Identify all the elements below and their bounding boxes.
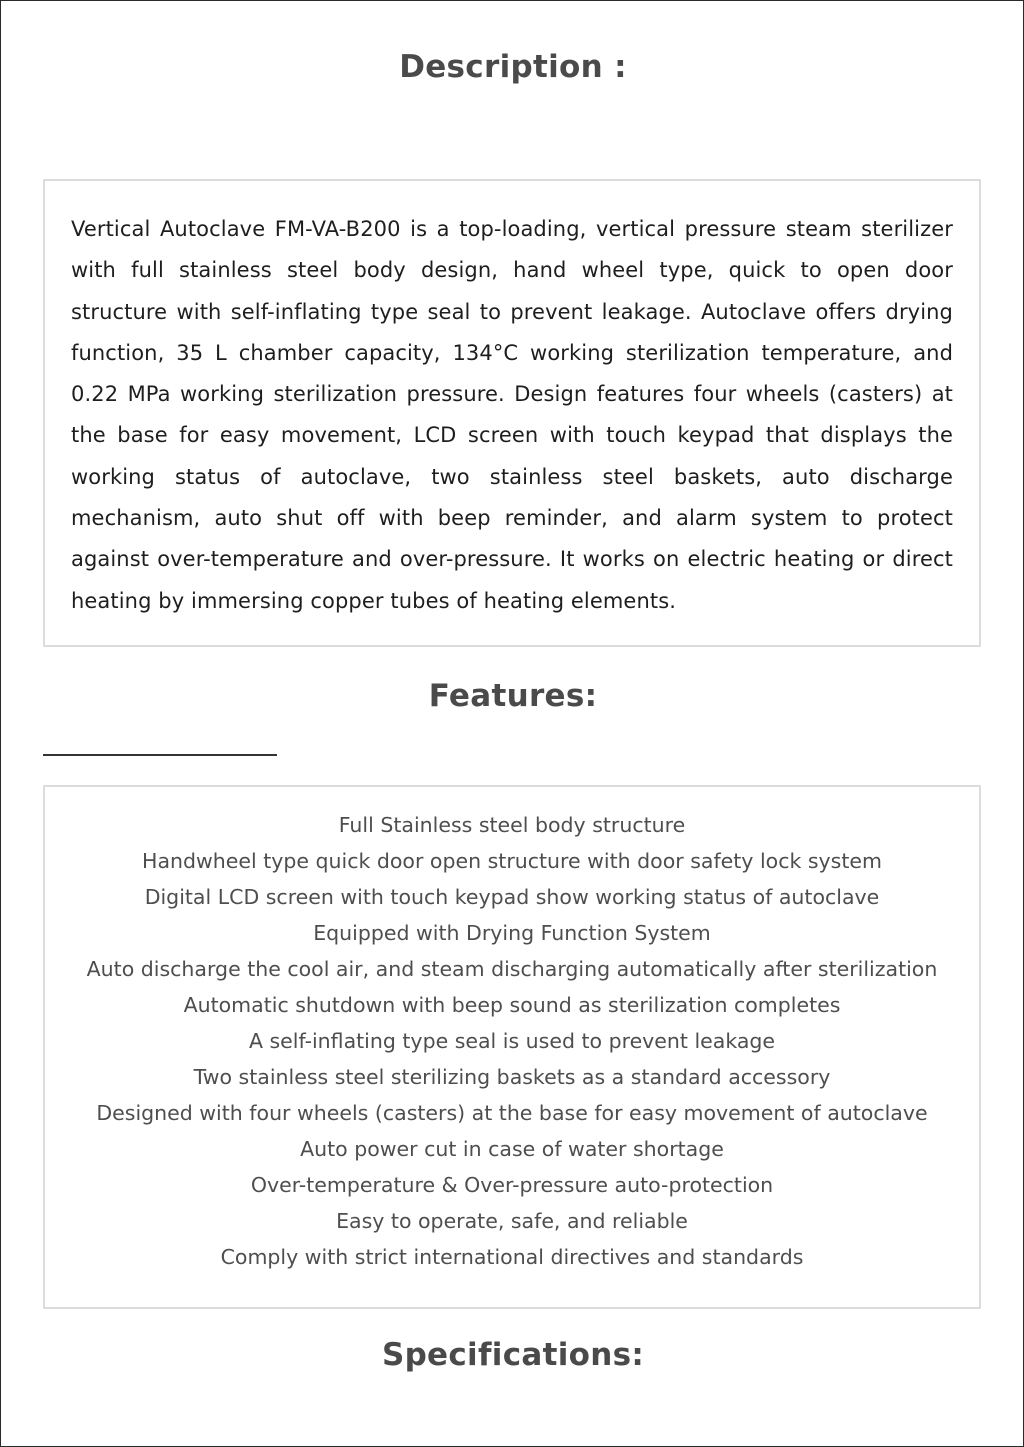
feature-item: Designed with four wheels (casters) at the base for easy movement of autoclave xyxy=(96,1101,928,1125)
feature-item: Handwheel type quick door open structure with door safety lock system xyxy=(142,849,882,873)
feature-item: Auto power cut in case of water shortage xyxy=(300,1137,724,1161)
feature-item: Equipped with Drying Function System xyxy=(313,921,711,945)
feature-item: Over-temperature & Over-pressure auto-protection xyxy=(250,1173,774,1197)
description-box xyxy=(43,179,981,647)
features-list xyxy=(45,807,979,1275)
feature-item: Easy to operate, safe, and reliable xyxy=(336,1209,688,1233)
specifications-heading: Specifications: xyxy=(381,1337,645,1373)
feature-item: Comply with strict international directives and standards xyxy=(220,1245,804,1269)
description-text: Vertical Autoclave FM-VA-B200 is a top-loading, vertical pressure steam sterilizer with full stainless steel body design, hand wheel type, quick to open door structure with self-inflating type seal to prevent leakage. Autoclave offers drying function, 35 L chamber capacity, 134°C working sterilization temperature, and 0.22 MPa working sterilization pressure. Design features four wheels (casters) at the base for easy movement, LCD screen with touch keypad that displays the working status of autoclave, two stainless steel baskets, auto discharge mechanism, auto shut off with beep reminder, and alarm system to protect against over-temperature and over-pressure. It works on electric heating or direct heating by immersing copper tubes of heating elements. xyxy=(71,217,953,613)
features-box xyxy=(43,785,981,1309)
feature-item: Digital LCD screen with touch keypad show working status of autoclave xyxy=(144,885,880,909)
feature-item: Full Stainless steel body structure xyxy=(338,813,686,837)
feature-item: Automatic shutdown with beep sound as sterilization completes xyxy=(183,993,841,1017)
feature-item: Auto discharge the cool air, and steam discharging automatically after sterilization xyxy=(86,957,938,981)
description-heading: Description : xyxy=(399,49,627,85)
feature-item: Two stainless steel sterilizing baskets as a standard accessory xyxy=(193,1065,831,1089)
feature-item: A self-inflating type seal is used to prevent leakage xyxy=(248,1029,776,1053)
features-heading: Features: xyxy=(428,678,598,714)
section-divider xyxy=(43,754,277,756)
